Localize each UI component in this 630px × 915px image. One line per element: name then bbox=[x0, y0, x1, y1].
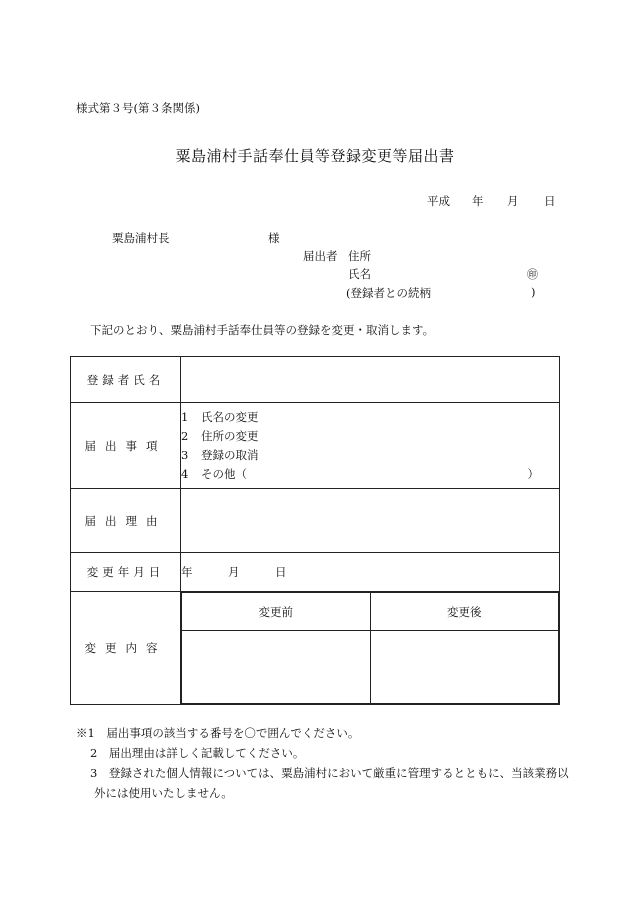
relation-close: ) bbox=[531, 285, 536, 299]
note-line: 2 届出理由は詳しく記載してください。 bbox=[90, 746, 305, 760]
table-row bbox=[71, 553, 560, 592]
change-content-table bbox=[181, 592, 559, 704]
seal-mark: ㊞ bbox=[527, 268, 538, 281]
form-number: 様式第３号(第３条関係) bbox=[76, 101, 200, 115]
change-date-label: 変更年月日 bbox=[71, 553, 181, 592]
relation-label: (登録者との続柄 bbox=[346, 286, 431, 300]
change-date-month: 月 bbox=[228, 565, 240, 579]
table-row bbox=[71, 489, 560, 553]
registrant-name-field[interactable] bbox=[181, 357, 560, 403]
date-month: 月 bbox=[507, 194, 519, 208]
list-item[interactable]: 2 住所の変更 bbox=[181, 428, 259, 443]
form-table bbox=[70, 356, 560, 705]
notifier-address-label: 住所 bbox=[348, 249, 371, 263]
document-title: 粟島浦村手話奉仕員等登録変更等届出書 bbox=[175, 147, 455, 165]
addressee-name: 粟島浦村長 bbox=[112, 231, 170, 245]
notes-section bbox=[76, 723, 569, 803]
change-date-field[interactable] bbox=[181, 553, 560, 592]
before-label: 変更前 bbox=[182, 593, 371, 631]
table-row bbox=[71, 357, 560, 403]
date-era: 平成 bbox=[427, 194, 450, 208]
note-line: ※1 届出事項の該当する番号を〇で囲んでください。 bbox=[76, 726, 360, 740]
after-field[interactable] bbox=[370, 631, 559, 704]
registrant-name-label: 登録者氏名 bbox=[71, 357, 181, 403]
notifier-name-label: 氏名 bbox=[348, 267, 371, 281]
date-day: 日 bbox=[544, 194, 556, 208]
date-year: 年 bbox=[472, 194, 484, 208]
note-line: 3 登録された個人情報については、粟島浦村において厳重に管理するとともに、当該業務以 bbox=[90, 766, 569, 780]
list-item[interactable]: 4 その他（ ） bbox=[181, 466, 539, 481]
table-row bbox=[71, 592, 560, 705]
note-line: 外には使用いたしません。 bbox=[94, 786, 233, 800]
change-content-cell bbox=[181, 592, 560, 705]
submission-date bbox=[427, 193, 556, 209]
reason-field[interactable] bbox=[181, 489, 560, 553]
notice-items-list bbox=[181, 403, 560, 489]
notice-items-label: 届出事項 bbox=[71, 403, 181, 489]
reason-label: 届出理由 bbox=[71, 489, 181, 553]
change-date-day: 日 bbox=[275, 565, 287, 579]
change-content-label: 変更内容 bbox=[71, 592, 181, 705]
after-label: 変更後 bbox=[370, 593, 559, 631]
list-item[interactable]: 3 登録の取消 bbox=[181, 447, 259, 462]
before-field[interactable] bbox=[182, 631, 371, 704]
change-date-year: 年 bbox=[181, 565, 193, 579]
intro-text: 下記のとおり、粟島浦村手話奉仕員等の登録を変更・取消します。 bbox=[90, 323, 435, 337]
list-item[interactable]: 1 氏名の変更 bbox=[181, 409, 259, 424]
table-row bbox=[71, 403, 560, 489]
notifier-label: 届出者 bbox=[303, 249, 338, 263]
addressee-honorific: 様 bbox=[268, 231, 280, 245]
